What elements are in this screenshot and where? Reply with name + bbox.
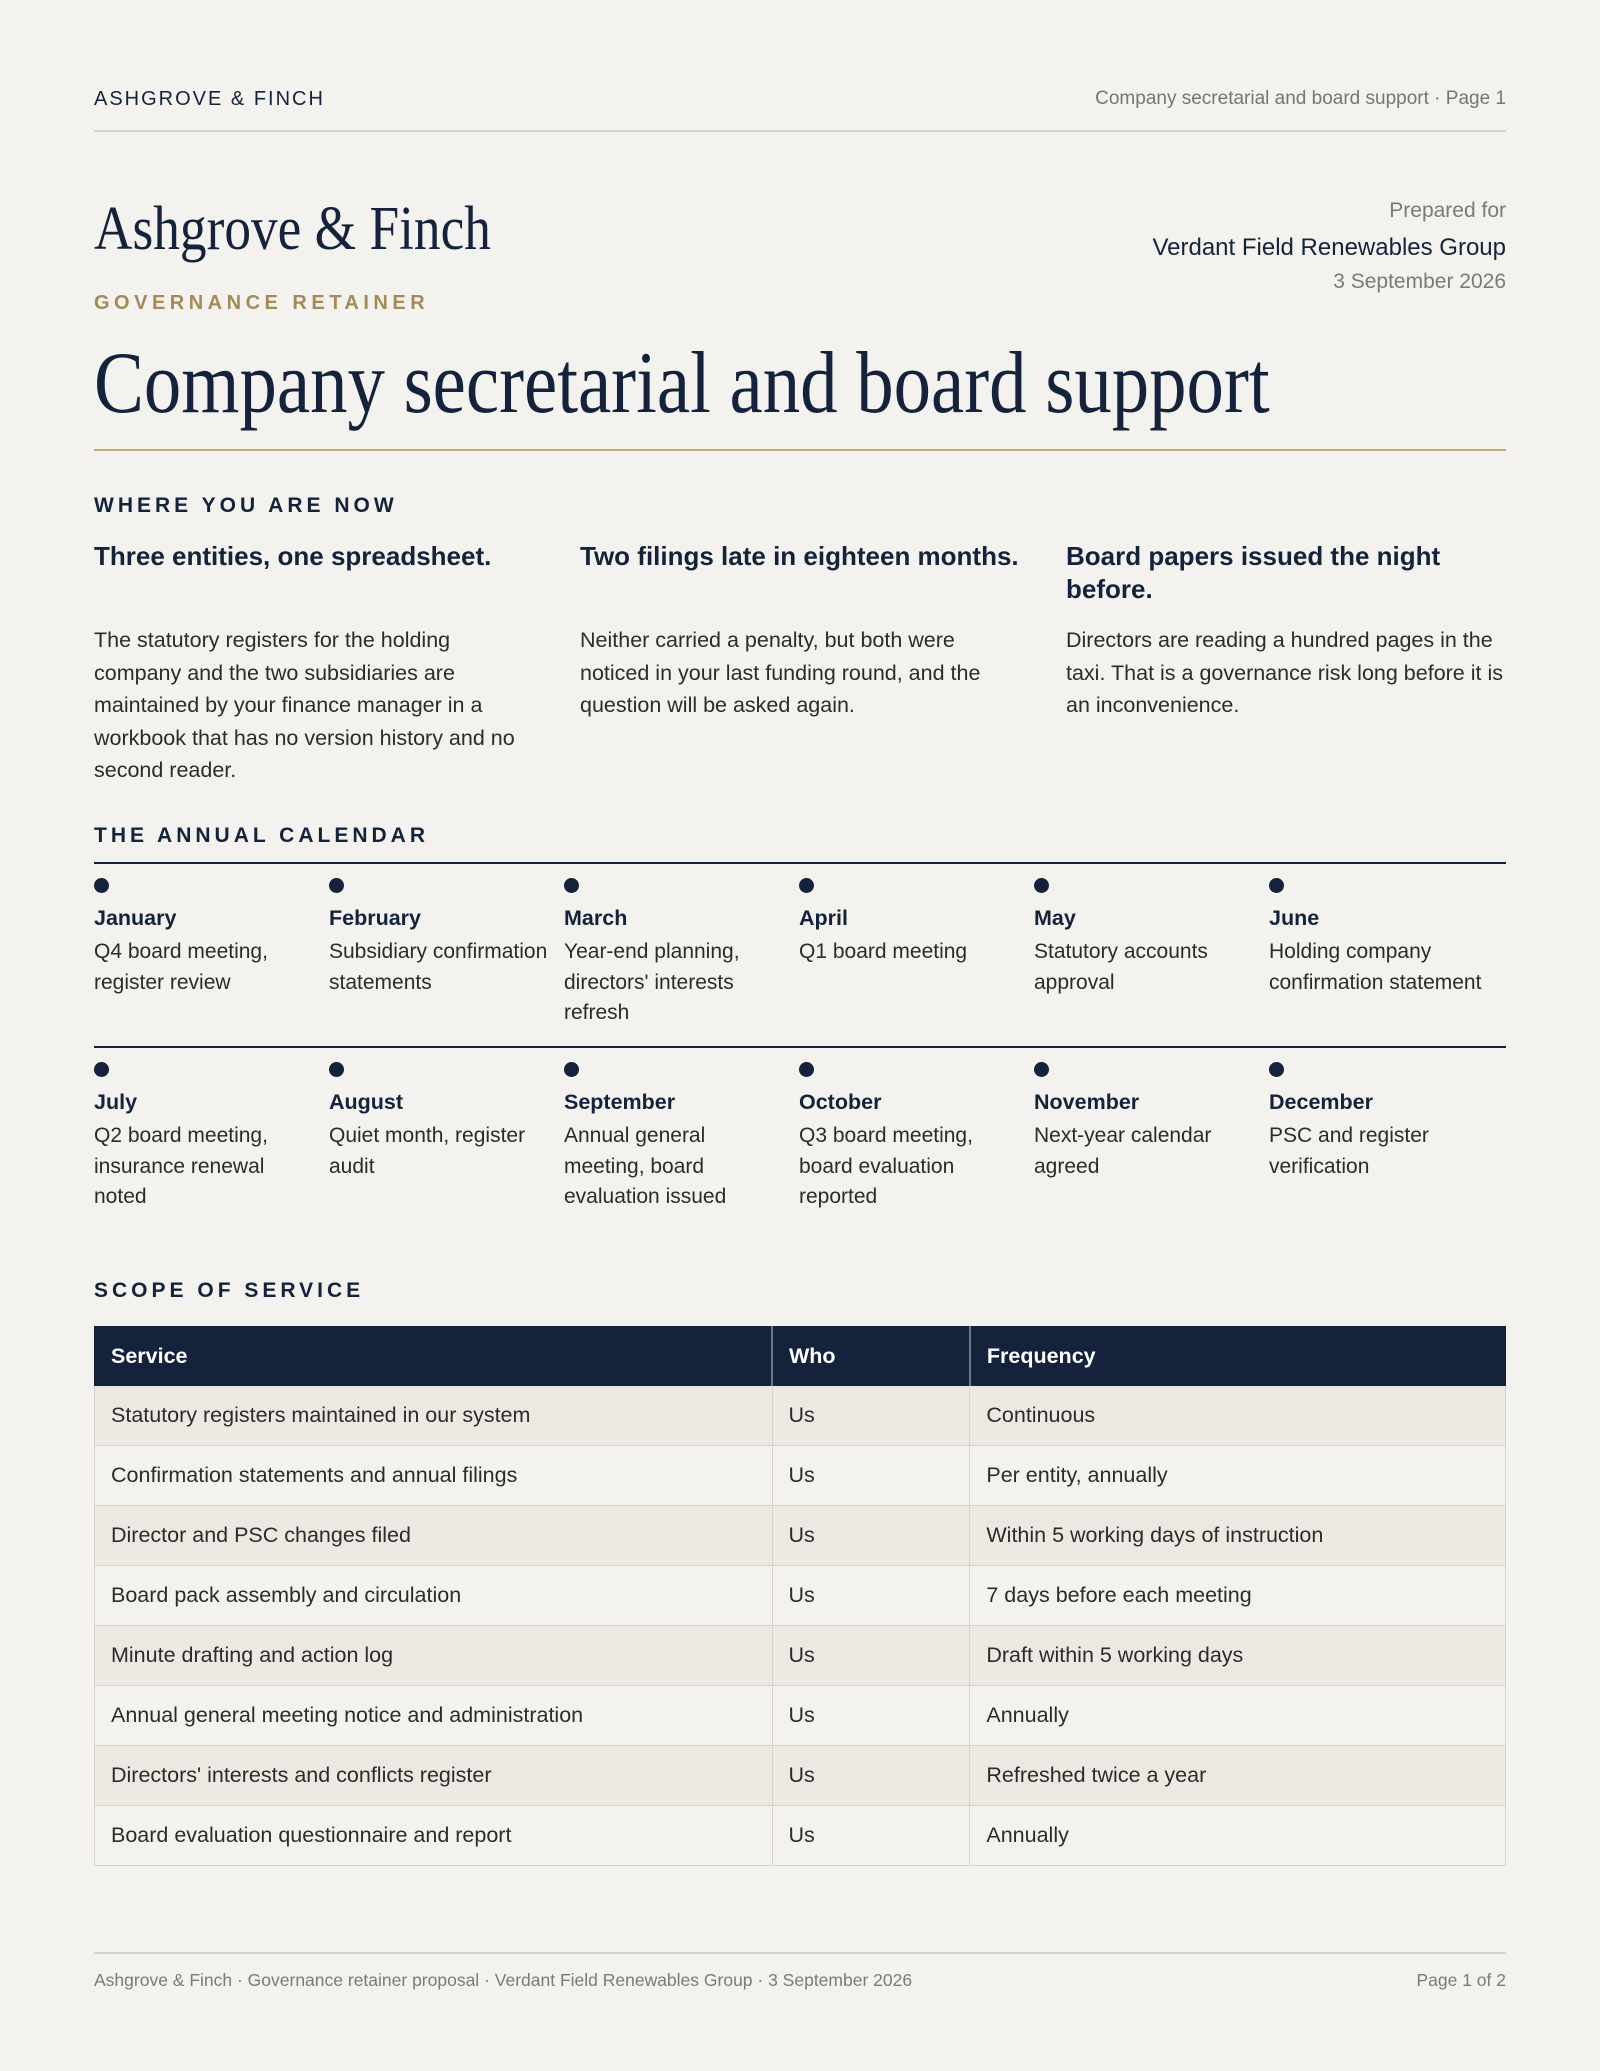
frequency-cell: Continuous [970, 1386, 1506, 1446]
calendar-month-activity: Statutory accounts approval [1034, 940, 1208, 994]
calendar-month-activity: Next-year calendar agreed [1034, 1124, 1212, 1178]
table-row [95, 1386, 1506, 1446]
who-cell: Us [772, 1506, 970, 1566]
table-row [95, 1566, 1506, 1626]
service-cell: Annual general meeting notice and administration [95, 1686, 773, 1746]
calendar-month-name: May [1034, 906, 1076, 930]
who-cell: Us [772, 1626, 970, 1686]
current-state-item-body: Neither carried a penalty, but both were noticed in your last funding round, and the question will be asked again. [580, 628, 981, 717]
table-row [95, 1506, 1506, 1566]
calendar-month-name: June [1269, 906, 1320, 930]
frequency-cell: Refreshed twice a year [970, 1746, 1506, 1806]
prepared-for-block [1152, 198, 1506, 295]
scope-table [94, 1326, 1506, 1866]
calendar-month-activity: Year-end planning, directors' interests refresh [564, 940, 740, 1024]
service-cell: Directors' interests and conflicts register [95, 1746, 773, 1806]
column-header-frequency: Frequency [970, 1327, 1506, 1386]
calendar-bullet [94, 878, 109, 893]
frequency-cell: 7 days before each meeting [970, 1566, 1506, 1626]
running-header-brand: ASHGROVE & FINCH [94, 88, 325, 110]
footer-page-number: Page 1 of 2 [1416, 1970, 1506, 1990]
section-heading-calendar: THE ANNUAL CALENDAR [94, 824, 429, 847]
who-cell: Us [772, 1446, 970, 1506]
frequency-cell: Annually [970, 1686, 1506, 1746]
client-name: Verdant Field Renewables Group [1152, 234, 1506, 261]
calendar-bullet [1034, 1062, 1049, 1077]
who-cell: Us [772, 1566, 970, 1626]
table-row [95, 1746, 1506, 1806]
calendar-month-activity: Q2 board meeting, insurance renewal noted [94, 1124, 268, 1208]
who-cell: Us [772, 1746, 970, 1806]
page-title: Company secretarial and board support [94, 335, 1270, 432]
calendar-month-name: March [564, 906, 628, 930]
service-cell: Director and PSC changes filed [95, 1506, 773, 1566]
calendar-bullet [1269, 1062, 1284, 1077]
calendar-bullet [94, 1062, 109, 1077]
service-cell: Board pack assembly and circulation [95, 1566, 773, 1626]
calendar-bullet [329, 878, 344, 893]
section-heading-scope: SCOPE OF SERVICE [94, 1279, 365, 1302]
frequency-cell: Draft within 5 working days [970, 1626, 1506, 1686]
column-header-who: Who [772, 1327, 970, 1386]
running-header [94, 88, 1506, 132]
calendar-month-activity: Quiet month, register audit [329, 1124, 526, 1178]
table-header-row [95, 1327, 1506, 1386]
firm-logo: Ashgrove & Finch [94, 195, 491, 263]
frequency-cell: Per entity, annually [970, 1446, 1506, 1506]
running-footer [94, 1952, 1506, 1990]
who-cell: Us [772, 1386, 970, 1446]
table-row [95, 1446, 1506, 1506]
current-state-item-title: Board papers issued the night before. [1066, 541, 1441, 604]
current-state-item [1066, 540, 1506, 722]
calendar-month-activity: Q1 board meeting [799, 940, 968, 963]
document-date: 3 September 2026 [1333, 270, 1506, 293]
current-state-item-body: The statutory registers for the holding company and the two subsidiaries are maintained by your finance manager in a workbook that has no version history and no second reader. [94, 628, 515, 782]
calendar-bullet [564, 878, 579, 893]
service-cell: Board evaluation questionnaire and report [95, 1806, 773, 1866]
calendar-bullet [564, 1062, 579, 1077]
column-header-service: Service [95, 1327, 773, 1386]
document-kicker: GOVERNANCE RETAINER [94, 292, 430, 314]
calendar-month-activity: PSC and register verification [1269, 1124, 1429, 1178]
calendar-month-name: August [329, 1090, 404, 1114]
current-state-item [580, 540, 1020, 722]
calendar-month-activity: Q3 board meeting, board evaluation reported [799, 1124, 973, 1208]
who-cell: Us [772, 1806, 970, 1866]
calendar-month-activity: Q4 board meeting, register review [94, 940, 268, 994]
service-cell: Statutory registers maintained in our system [95, 1386, 773, 1446]
calendar-month-name: January [94, 906, 177, 930]
table-row [95, 1806, 1506, 1866]
calendar-bullet [329, 1062, 344, 1077]
calendar-month-name: February [329, 906, 422, 930]
table-row [95, 1686, 1506, 1746]
calendar-bullet [1034, 878, 1049, 893]
frequency-cell: Annually [970, 1806, 1506, 1866]
who-cell: Us [772, 1686, 970, 1746]
calendar-month-activity: Holding company confirmation statement [1269, 940, 1482, 994]
calendar-month-name: December [1269, 1090, 1373, 1114]
calendar-bullet [799, 1062, 814, 1077]
calendar-row [94, 1046, 1506, 1228]
title-divider [94, 449, 1506, 451]
calendar-month-activity: Annual general meeting, board evaluation issued [564, 1124, 727, 1208]
current-state-item-body: Directors are reading a hundred pages in the taxi. That is a governance risk long before it is an inconvenience. [1066, 628, 1503, 717]
service-cell: Minute drafting and action log [95, 1626, 773, 1686]
section-heading-current-state: WHERE YOU ARE NOW [94, 494, 398, 517]
calendar-month-name: September [564, 1090, 676, 1114]
calendar-month-activity: Subsidiary confirmation statements [329, 940, 548, 994]
footer-document-info: Ashgrove & Finch · Governance retainer proposal · Verdant Field Renewables Group · 3 September 2026 [94, 1970, 913, 1990]
calendar-month-name: April [799, 906, 848, 930]
calendar-month-name: November [1034, 1090, 1140, 1114]
document-page [94, 0, 1506, 2071]
calendar-month-name: October [799, 1090, 882, 1114]
current-state-item-title: Two filings late in eighteen months. [580, 541, 1019, 571]
table-row [95, 1626, 1506, 1686]
current-state-item [94, 540, 534, 787]
calendar-row [94, 862, 1506, 1044]
service-cell: Confirmation statements and annual filings [95, 1446, 773, 1506]
running-header-context: Company secretarial and board support · Page 1 [1095, 88, 1506, 109]
frequency-cell: Within 5 working days of instruction [970, 1506, 1506, 1566]
calendar-month-name: July [94, 1090, 138, 1114]
prepared-for-label: Prepared for [1389, 199, 1506, 222]
calendar-bullet [799, 878, 814, 893]
current-state-item-title: Three entities, one spreadsheet. [94, 541, 492, 571]
calendar-bullet [1269, 878, 1284, 893]
